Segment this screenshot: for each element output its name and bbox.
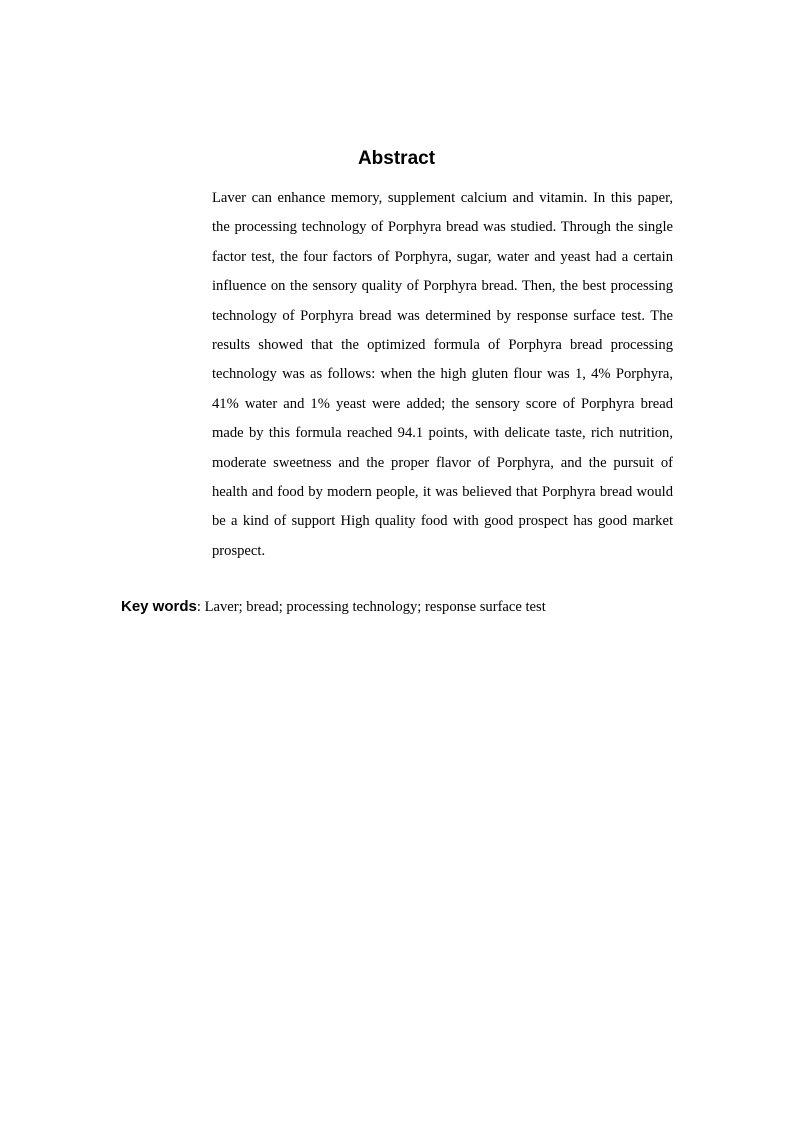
abstract-heading-text: Abstract [357, 148, 436, 169]
keywords-label: Key words [121, 598, 197, 615]
keywords-text: Laver; bread; processing technology; response surface test [204, 599, 546, 615]
keywords-line [121, 594, 721, 620]
keywords-separator: : [196, 599, 205, 615]
abstract-heading [0, 146, 793, 172]
abstract-body: Laver can enhance memory, supplement calcium and vitamin. In this paper, the processing technology of Porphyra bread was studied. Through the single factor test, the four factors of Porphyra, sugar, water and yeast had a certain influence on the sensory quality of Porphyra bread. Then, the best processing technology of Porphyra bread was determined by response surface test. The results showed that the optimized formula of Porphyra bread processing technology was as follows: when the high gluten flour was 1, 4% Porphyra, 41% water and 1% yeast were added; the sensory score of Porphyra bread made by this formula reached 94.1 points, with delicate taste, rich nutrition, moderate sweetness and the proper flavor of Porphyra, and the pursuit of health and food by modern people, it was believed that Porphyra bread would be a kind of support High quality food with good prospect has good market prospect. [212, 190, 673, 559]
